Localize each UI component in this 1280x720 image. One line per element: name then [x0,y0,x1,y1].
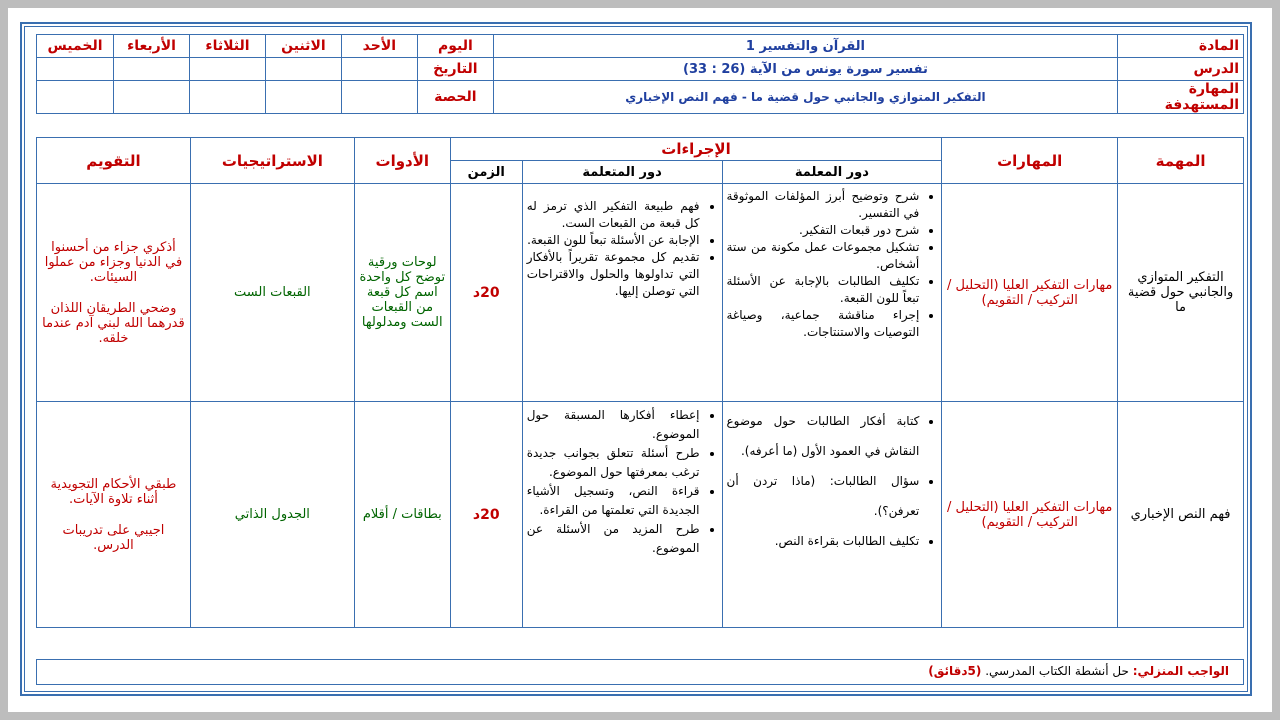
teacher-role-cell [722,184,942,402]
procedures-table [36,137,1244,628]
list-item: • تكليف الطالبات بالإجابة عن الأسئلة تبعاً للون القبعة. [727,273,920,307]
skills-cell: مهارات التفكير العليا (التحليل / التركيب / التقويم) [942,184,1118,402]
student-role-cell [522,402,722,628]
homework-text: حل أنشطة الكتاب المدرسي. [985,664,1129,678]
col-teacher-role: دور المعلمة [722,161,942,184]
col-time: الزمن [450,161,522,184]
tools-cell: لوحات ورقية توضح كل واحدة اسم كل قبعة من القبعات الست ومدلولها [354,184,450,402]
list-item: • إجراء مناقشة جماعية، وصياغة التوصيات والاستنتاجات. [727,307,920,341]
col-strategies: الاستراتيجيات [190,138,354,184]
col-tools: الأدوات [354,138,450,184]
strategy-cell: القبعات الست [190,184,354,402]
list-item: • الإجابة عن الأسئلة تبعاً للون القبعة. [527,232,700,249]
evaluation-item: أذكري جزاء من أحسنوا في الدنيا وجزاء من عملوا السيئات. [44,239,183,285]
time-cell: 20د [450,402,522,628]
list-item: • تكليف الطالبات بقراءة النص. [727,526,920,556]
subject-value: القرآن والتفسير 1 [493,35,1117,58]
date-label: التاريخ [417,58,493,81]
table-row [37,402,1244,628]
list-item: • شرح وتوضيح أبرز المؤلفات الموثوقة في التفسير. [727,188,920,222]
period-label: الحصة [417,81,493,114]
skills-cell: مهارات التفكير العليا (التحليل / التركيب / التقويم) [942,402,1118,628]
task-cell: فهم النص الإخباري [1118,402,1244,628]
col-task: المهمة [1118,138,1244,184]
teacher-role-cell [722,402,942,628]
table-row [37,184,1244,402]
homework-label: الواجب المنزلي: [1132,664,1229,678]
homework-bar [36,659,1244,685]
time-cell: 20د [450,184,522,402]
evaluation-item: اجيبي على تدريبات الدرس. [62,522,165,553]
homework-time: (5دقائق) [928,664,982,678]
task-cell: التفكير المتوازي والجانبي حول قضية ما [1118,184,1244,402]
day-tuesday: الثلاثاء [189,35,265,58]
lesson-value: تفسير سورة يونس من الآية (26 : 33) [493,58,1117,81]
list-item: • تقديم كل مجموعة تقريراً بالأفكار التي تداولوها والحلول والاقتراحات التي توصلن إليها. [527,249,700,300]
subject-label: المادة [1118,35,1244,58]
student-role-cell [522,184,722,402]
strategy-cell: الجدول الذاتي [190,402,354,628]
col-skills: المهارات [942,138,1118,184]
evaluation-cell [37,184,191,402]
col-procedures: الإجراءات [450,138,942,161]
list-item: • فهم طبيعة التفكير الذي ترمز له كل قبعة من القبعات الست. [527,198,700,232]
tools-cell: بطاقات / أقلام [354,402,450,628]
list-item: • سؤال الطالبات: (ماذا تردن أن تعرفن؟). [727,466,920,526]
day-thursday: الخميس [37,35,114,58]
day-sunday: الأحد [341,35,417,58]
day-monday: الاثنين [265,35,341,58]
list-item: • طرح المزيد من الأسئلة عن الموضوع. [527,520,700,558]
col-evaluation: التقويم [37,138,191,184]
day-label: اليوم [417,35,493,58]
list-item: • طرح أسئلة تتعلق بجوانب جديدة ترغب بمعرفتها حول الموضوع. [527,444,700,482]
list-item: • تشكيل مجموعات عمل مكونة من ستة أشخاص. [727,239,920,273]
evaluation-cell [37,402,191,628]
header-table [36,34,1244,114]
evaluation-item: طبقي الأحكام التجويدية أثناء تلاوة الآيات. [50,476,177,507]
col-student-role: دور المتعلمة [522,161,722,184]
evaluation-item: وضحي الطريقان اللذان قدرهما الله لبني آدم عندما خلقه. [42,300,185,346]
skill-label: المهارة المستهدفة [1118,81,1244,114]
list-item: • إعطاء أفكارها المسبقة حول الموضوع. [527,406,700,444]
list-item: • كتابة أفكار الطالبات حول موضوع النقاش في العمود الأول (ما أعرفه). [727,406,920,466]
day-wednesday: الأربعاء [114,35,190,58]
skill-value: التفكير المتوازي والجانبي حول قضية ما - فهم النص الإخباري [493,81,1117,114]
list-item: • شرح دور قبعات التفكير. [727,222,920,239]
list-item: • قراءة النص، وتسجيل الأشياء الجديدة التي تعلمتها من القراءة. [527,482,700,520]
lesson-label: الدرس [1118,58,1244,81]
